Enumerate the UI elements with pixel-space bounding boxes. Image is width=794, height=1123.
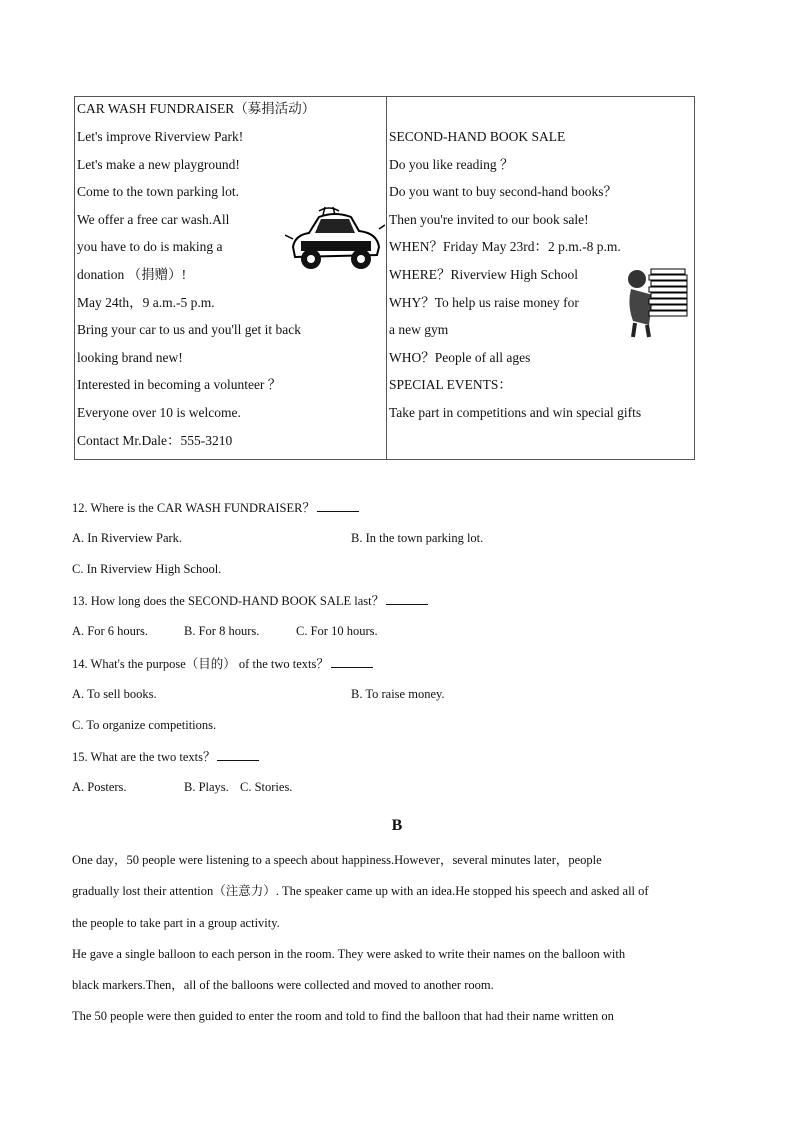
book-sale-title: SECOND-HAND BOOK SALE [389,129,566,144]
car-wash-line: Interested in becoming a volunteer ？ [77,377,282,392]
passage-line: the people to take part in a group activity. [72,916,280,930]
passage-line: black markers.Then，all of the balloons were collected and moved to another room. [72,978,494,992]
question-12: 12. Where is the CAR WASH FUNDRAISER？ [72,501,359,515]
car-wash-line: you have to do is making a [77,239,223,254]
passage-line: He gave a single balloon to each person in the room. They were asked to write their names on the balloon with [72,947,626,961]
car-wash-title: CAR WASH FUNDRAISER（募捐活动） [77,101,316,116]
book-sale-line: WHO？People of all ages [389,350,531,365]
option-12-b[interactable]: B. In the town parking lot. [351,531,484,545]
car-wash-line: Bring your car to us and you'll get it back [77,322,302,337]
option-13-b[interactable]: B. For 8 hours. [184,624,260,638]
option-14-a[interactable]: A. To sell books. [72,687,157,701]
car-wash-line: looking brand new! [77,350,183,365]
option-14-c[interactable]: C. To organize competitions. [72,718,217,732]
book-sale-line: WHEN？Friday May 23rd：2 p.m.-8 p.m. [389,239,621,254]
section-b-title: B [391,817,403,834]
option-12-c[interactable]: C. In Riverview High School. [72,562,222,576]
car-wash-line: Everyone over 10 is welcome. [77,405,241,420]
book-sale-line: Do you want to buy second-hand books？ [389,184,617,199]
option-15-c[interactable]: C. Stories. [240,780,293,794]
car-wash-line: donation （捐赠）! [77,267,187,282]
option-12-a[interactable]: A. In Riverview Park. [72,531,183,545]
car-wash-line: Contact Mr.Dale：555-3210 [77,433,233,448]
car-wash-ad [75,97,387,459]
answer-blank[interactable] [331,657,373,668]
car-wash-line: Let's make a new playground! [77,157,240,172]
car-wash-line: Come to the town parking lot. [77,184,239,199]
book-sale-line: WHY？To help us raise money for [389,295,579,310]
question-14: 14. What's the purpose（目的） of the two texts？ [72,657,373,671]
car-wash-line: May 24th，9 a.m.-5 p.m. [77,295,215,310]
option-13-a[interactable]: A. For 6 hours. [72,624,149,638]
car-wash-line: We offer a free car wash.All [77,212,230,227]
option-15-b[interactable]: B. Plays. [184,780,229,794]
car-wash-line: Let's improve Riverview Park! [77,129,244,144]
passage-line: The 50 people were then guided to enter the room and told to find the balloon that had their name written on [72,1009,614,1023]
book-sale-line: a new gym [389,322,449,337]
answer-blank[interactable] [386,594,428,605]
option-13-c[interactable]: C. For 10 hours. [296,624,378,638]
car-illustration-icon [285,207,385,277]
book-sale-line: Take part in competitions and win special gifts [389,405,642,420]
option-14-b[interactable]: B. To raise money. [351,687,445,701]
option-15-a[interactable]: A. Posters. [72,780,127,794]
question-13: 13. How long does the SECOND-HAND BOOK SALE last？ [72,594,428,608]
book-sale-ad [387,97,694,459]
ad-table [74,96,695,460]
book-sale-line: Do you like reading ？ [389,157,514,172]
book-sale-line: WHERE？Riverview High School [389,267,578,282]
answer-blank[interactable] [217,750,259,761]
book-sale-line: Then you're invited to our book sale! [389,212,589,227]
passage-line: gradually lost their attention（注意力）. The speaker came up with an idea.He stopped his speech and asked all of [72,884,649,898]
passage-line: One day，50 people were listening to a speech about happiness.However，several minutes later，people [72,853,602,867]
question-15: 15. What are the two texts？ [72,750,259,764]
person-books-icon [623,265,695,339]
answer-blank[interactable] [317,501,359,512]
book-sale-line: SPECIAL EVENTS： [389,377,512,392]
